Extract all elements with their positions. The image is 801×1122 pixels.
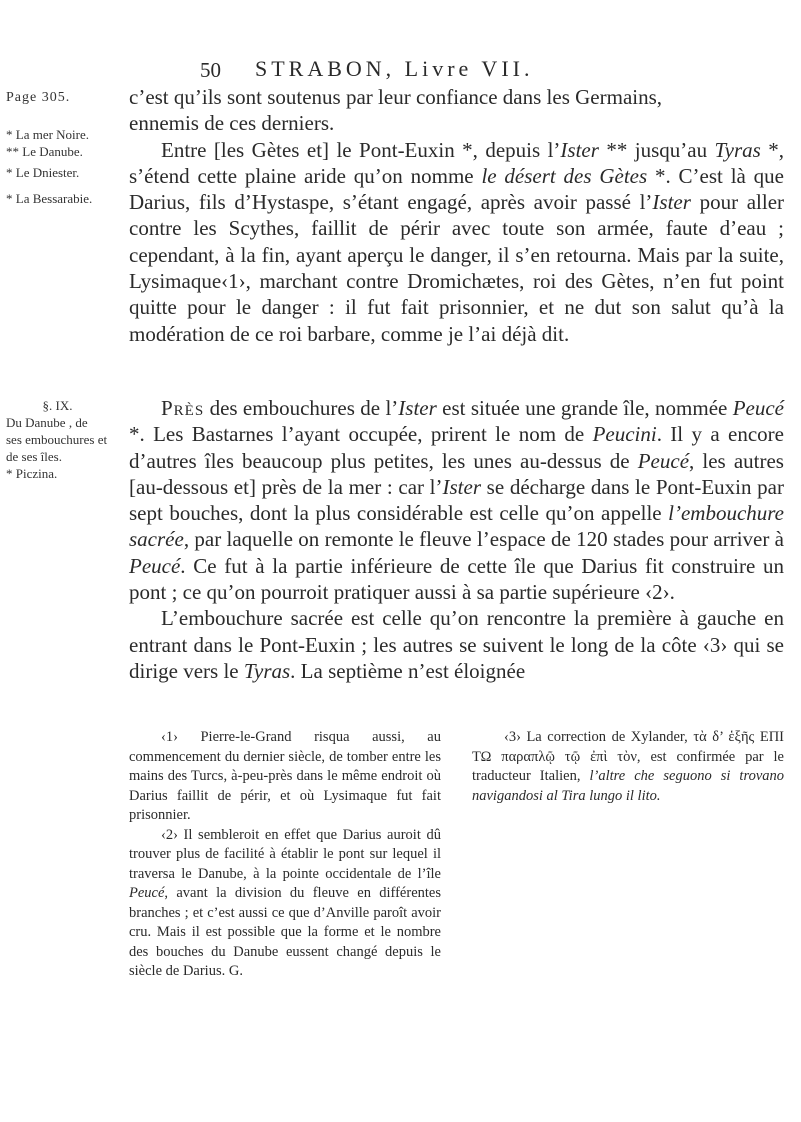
margin-note-bessarabie: * La Bessarabie. bbox=[6, 191, 93, 206]
main-text-section-9 bbox=[129, 395, 784, 684]
margin-page-ref: Page 305. bbox=[6, 90, 71, 105]
paragraph: L’embouchure sacrée est celle qu’on rencontre la première à gauche en entrant dans le Pont-Euxin ; les autres se suivent le long de la côte ‹3› qui se dirige vers le Tyras. La septième n’est éloignée bbox=[129, 606, 784, 683]
margin-section-9: §. IX. Du Danube , de ses embouchures et de ses îles. * Piczina. bbox=[6, 398, 108, 481]
paragraph: Entre [les Gètes et] le Pont-Euxin *, depuis l’Ister ** jusqu’au Tyras *, s’étend cette plaine aride qu’on nomme le désert des Gètes *. C’est là que Darius, fils d’Hystaspe, s’étant engagé, après avoir passé l’Ister pour aller contre les Scythes, faillit de périr avec toute son armée, faute d’eau ; cependant, à la fin, ayant aperçu le danger, il s’en retourna. Mais par la suite, Lysimaque‹1›, marchant contre Dromichætes, roi des Gètes, n’en fut point quitte pour le danger : il fut fait prisonnier, et ne dut son salut qu’à la modération de ce roi barbare, comme je l’ai déjà dit. bbox=[129, 137, 785, 346]
margin-note: * La mer Noire. bbox=[6, 127, 90, 142]
page-number: 50 bbox=[200, 58, 221, 82]
running-title: STRABON, Livre VII. bbox=[255, 56, 534, 81]
footnote-2: ‹2› Il sembleroit en effet que Darius auroit dû trouver plus de facilité à établir le pont sur lequel il traversa le Danube, à la pointe occidentale de l’île Peucé, avant la division du fleuve en différentes branches ; et c’est aussi ce que d’Anville paroît avoir cru. Mais il est possible que la forme et le nombre des bouches du Danube eussent changé depuis le siècle de Darius. G. bbox=[129, 826, 441, 979]
main-text bbox=[129, 84, 784, 347]
margin-note-dniester: * Le Dniester. bbox=[6, 165, 80, 180]
footnote-column-right bbox=[472, 728, 784, 982]
margin-note-piczina: * Piczina. bbox=[6, 466, 58, 481]
margin-note: ** Le Danube. bbox=[6, 144, 83, 159]
section-number: §. IX. bbox=[42, 398, 73, 413]
footnote-column-left bbox=[129, 728, 441, 982]
paragraph: Près des embouchures de l’Ister est située une grande île, nommée Peucé *. Les Bastarnes l’ayant occupée, prirent le nom de Peucini. Il y a encore d’autres îles beaucoup plus petites, les unes au-dessus de Peucé, les autres [au-dessous et] près de la mer : car l’Ister se décharge dans le Pont-Euxin par sept bouches, dont la plus considérable est celle qu’on appelle l’embouchure sacrée, par laquelle on remonte le fleuve l’espace de 120 stades pour arriver à Peucé. Ce fut à la partie inférieure de cette île que Darius fit construire un pont ; ce qu’on pourroit pratiquer aussi à sa partie supérieure ‹2›. bbox=[129, 396, 784, 605]
paragraph: c’est qu’ils sont soutenus par leur confiance dans les Germains, ennemis de ces derniers. bbox=[129, 85, 663, 136]
footnote-3: ‹3› La correction de Xylander, τὰ δ’ ἑξῆς ΕΠΙ ΤΩ παραπλῷ τῷ ἐπὶ τὸν, est confirmée par le traducteur Italien, l’altre che seguono si trovano navigandosi al Tira lungo il lito. bbox=[472, 729, 784, 804]
footnotes bbox=[129, 728, 784, 982]
footnote-1: ‹1› Pierre-le-Grand risqua aussi, au commencement du dernier siècle, de tomber entre les mains des Turcs, à-peu-près dans le même endroit où Darius faillit de périr, et où Lysimaque fut fait prisonnier. bbox=[129, 729, 441, 823]
margin-notes-group-1 bbox=[6, 126, 109, 160]
